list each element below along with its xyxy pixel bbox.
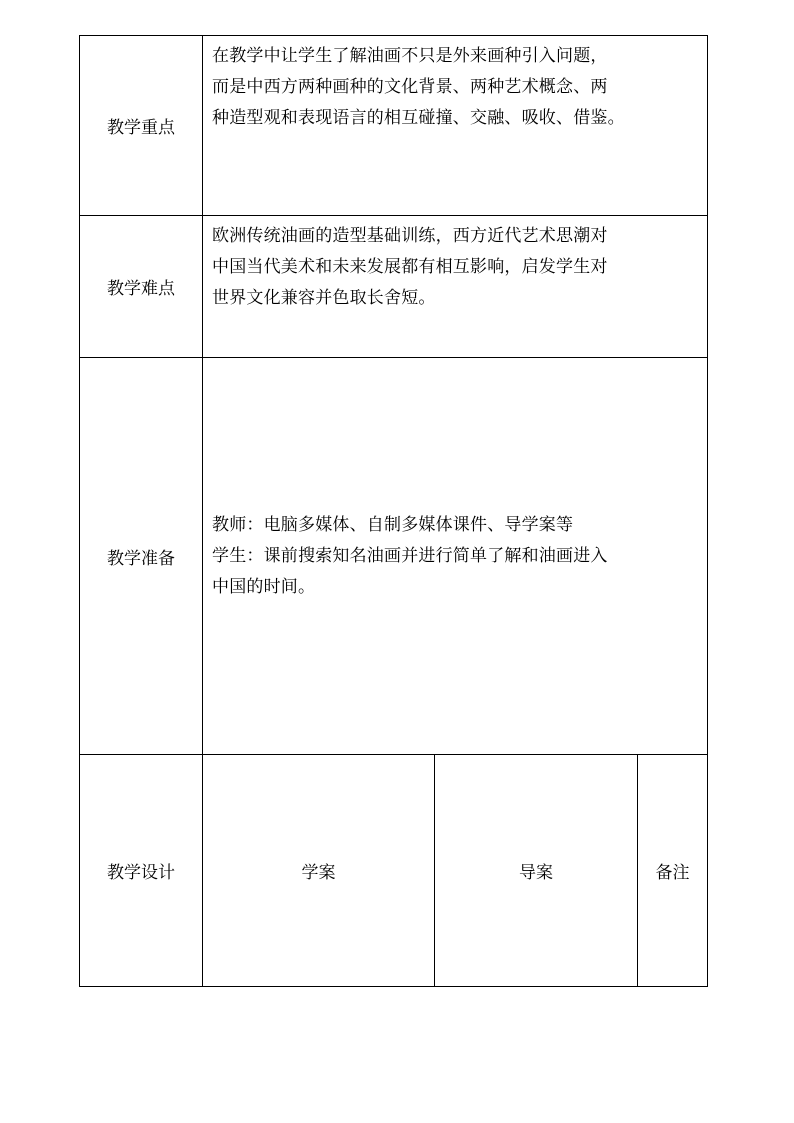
teaching-focus-line-1: 在教学中让学生了解油画不只是外来画种引入问题， <box>212 46 608 66</box>
lesson-plan-table <box>79 35 708 987</box>
teaching-difficulty-line-2: 中国当代美术和未来发展都有相互影响，启发学生对 <box>212 257 608 277</box>
teaching-difficulty-content <box>203 216 708 358</box>
row-teaching-design <box>80 755 708 987</box>
teaching-difficulty-label: 教学难点 <box>80 216 203 358</box>
row-teaching-preparation <box>80 358 708 755</box>
teaching-preparation-line-1: 教师：电脑多媒体、自制多媒体课件、导学案等 <box>212 514 574 535</box>
teaching-preparation-line-3: 中国的时间。 <box>212 576 316 597</box>
teaching-focus-line-2: 而是中西方两种画种的文化背景、两种艺术概念、两 <box>212 77 608 97</box>
teaching-focus-line-3: 种造型观和表现语言的相互碰撞、交融、吸收、借鉴。 <box>212 108 625 128</box>
student-plan-header: 学案 <box>203 755 435 987</box>
notes-header: 备注 <box>638 755 708 987</box>
teaching-difficulty-line-1: 欧洲传统油画的造型基础训练，西方近代艺术思潮对 <box>212 226 608 246</box>
teaching-focus-content <box>203 36 708 216</box>
teaching-preparation-label: 教学准备 <box>80 358 203 755</box>
row-teaching-difficulty <box>80 216 708 358</box>
row-teaching-focus <box>80 36 708 216</box>
teaching-focus-label: 教学重点 <box>80 36 203 216</box>
teacher-guide-header: 导案 <box>435 755 638 987</box>
teaching-difficulty-line-3: 世界文化兼容并色取长舍短。 <box>212 288 436 308</box>
teaching-preparation-line-2: 学生：课前搜索知名油画并进行简单了解和油画进入 <box>212 545 608 566</box>
teaching-design-label: 教学设计 <box>80 755 203 987</box>
teaching-preparation-content <box>203 358 708 755</box>
